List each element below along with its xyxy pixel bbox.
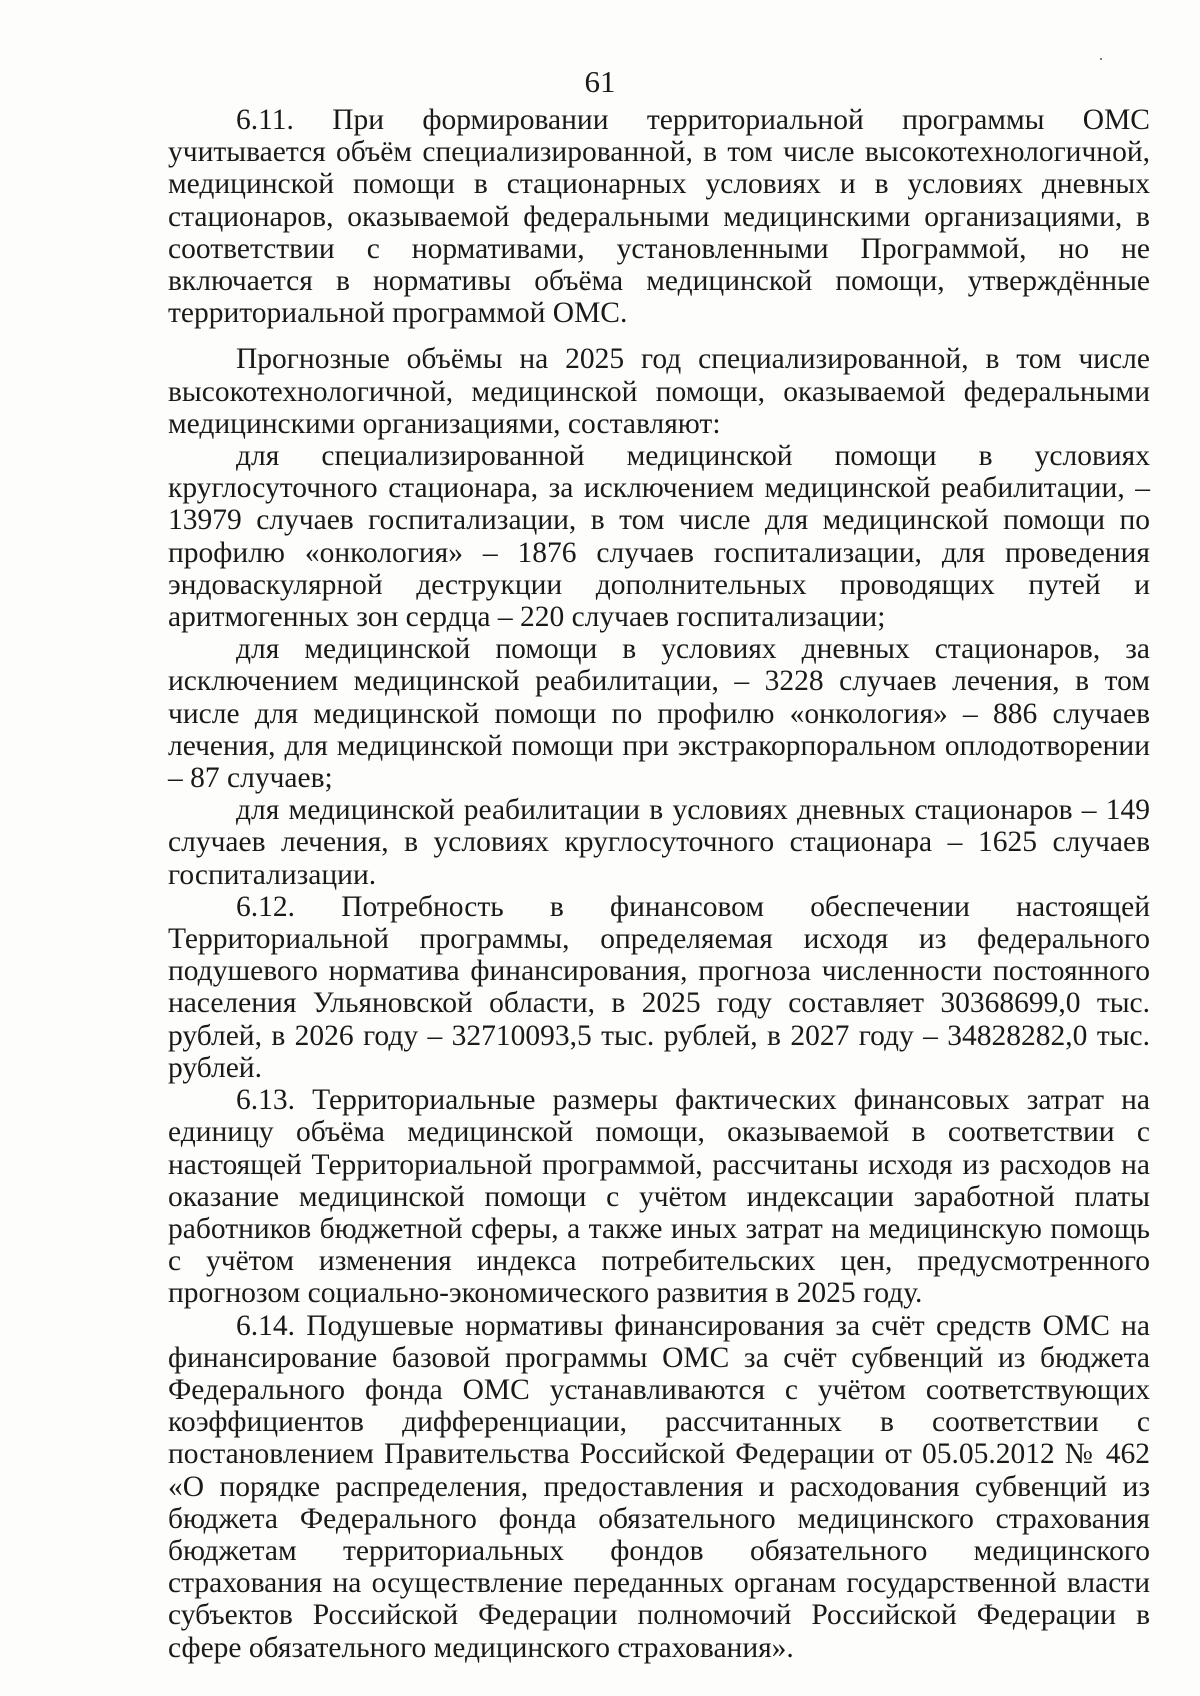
paragraph-6-12: 6.12. Потребность в финансовом обеспечении настоящей Территориальной программы, определяемая исходя из федерального подушевого норматива финансирования, прогноза численности постоянного населения Ульяновской области, в 2025 году составляет 30368699,0 тыс. рублей, в 2026 году – 32710093,5 тыс. рублей, в 2027 году – 34828282,0 тыс. рублей.	[168, 890, 1150, 1084]
paragraph-forecast-volumes: Прогнозные объёмы на 2025 год специализированной, в том числе высокотехнологичной, медицинской помощи, оказываемой федеральными медицинскими организациями, составляют:	[168, 343, 1150, 440]
page-number: 61	[584, 64, 616, 99]
paragraph-day-hospital: для медицинской помощи в условиях дневных стационаров, за исключением медицинской реабилитации, – 3228 случаев лечения, в том числе для медицинской помощи по профилю «онкология» – 886 случаев лечения, для медицинской помощи при экстракорпоральном оплодотворении – 87 случаев;	[168, 633, 1150, 795]
paragraph-6-14: 6.14. Подушевые нормативы финансирования за счёт средств ОМС на финансирование базовой программы ОМС за счёт субвенций из бюджета Федерального фонда ОМС устанавливаются с учётом соответствующих коэффициентов дифференциации, рассчитанных в соответствии с постановлением Правительства Российской Федерации от 05.05.2012 № 462 «О порядке распределения, предоставления и расходования субвенций из бюджета Федерального фонда обязательного медицинского страхования бюджетам территориальных фондов обязательного медицинского страхования на осуществление переданных органам государственной власти субъектов Российской Федерации полномочий Российской Федерации в сфере обязательного медицинского страхования».	[168, 1309, 1150, 1664]
paragraph-6-13: 6.13. Территориальные размеры фактических финансовых затрат на единицу объёма медицинской помощи, оказываемой в соответствии с настоящей Территориальной программой, рассчитаны исходя из расходов на оказание медицинской помощи с учётом индексации заработной платы работников бюджетной сферы, а также иных затрат на медицинскую помощь с учётом изменения индекса потребительских цен, предусмотренного прогнозом социально-экономического развития в 2025 году.	[168, 1084, 1150, 1310]
document-body	[168, 104, 1150, 1664]
paragraph-round-the-clock-hospital: для специализированной медицинской помощи в условиях круглосуточного стационара, за исключением медицинской реабилитации, – 13979 случаев госпитализации, в том числе для медицинской помощи по профилю «онкология» – 1876 случаев госпитализации, для проведения эндоваскулярной деструкции дополнительных проводящих путей и аритмогенных зон сердца – 220 случаев госпитализации;	[168, 440, 1150, 634]
paragraph-6-11: 6.11. При формировании территориальной программы ОМС учитывается объём специализированной, в том числе высокотехнологичной, медицинской помощи в стационарных условиях и в условиях дневных стационаров, оказываемой федеральными медицинскими организациями, в соответствии с нормативами, установленными Программой, но не включается в нормативы объёма медицинской помощи, утверждённые территориальной программой ОМС.	[168, 104, 1150, 330]
paragraph-rehabilitation: для медицинской реабилитации в условиях дневных стационаров – 149 случаев лечения, в условиях круглосуточного стационара – 1625 случаев госпитализации.	[168, 794, 1150, 891]
scan-speck	[1100, 58, 1102, 60]
